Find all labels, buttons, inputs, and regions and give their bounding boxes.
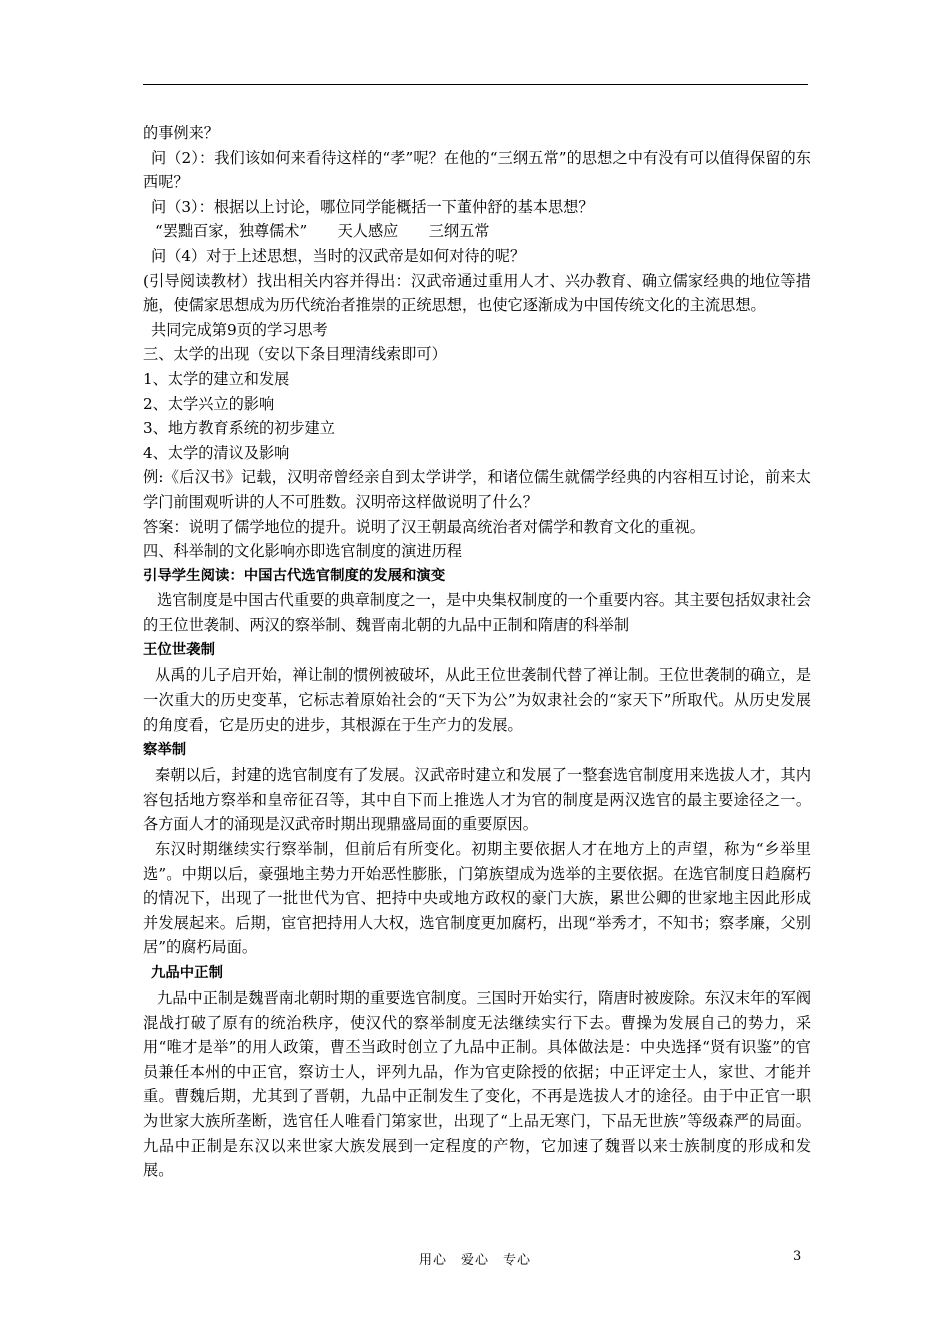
list-item: 4、太学的清议及影响 — [143, 443, 290, 462]
question-2: 问（2）：我们该如何来看待这样的“孝”呢？在他的“三纲五常”的思想之中有没有可以值得保留的东西呢？ — [143, 148, 811, 192]
header-rule — [143, 84, 808, 85]
paragraph: (引导阅读教材）找出相关内容并得出：汉武帝通过重用人才、兴办教育、确立儒家经典的地位等措施，使儒家思想成为历代统治者推崇的正统思想，也使它逐渐成为中国传统文化的主流思想。 — [143, 271, 811, 315]
section-heading: 三、太学的出现（安以下条目理清线索即可） — [143, 345, 447, 364]
answer-paragraph: 答案：说明了儒学地位的提升。说明了汉王朝最高统治者对儒学和教育文化的重视。 — [143, 517, 705, 536]
key-ideas: “罢黜百家，独尊儒术” 天人感应 三纲五常 — [155, 222, 490, 241]
footer-motto: 用心 爱心 专心 — [418, 1253, 531, 1268]
reading-title: 引导学生阅读：中国古代选官制度的发展和演变 — [143, 567, 446, 584]
page-number: 3 — [793, 1249, 802, 1264]
subheading: 察举制 — [143, 742, 187, 759]
question-4: 问（4）对于上述思想，当时的汉武帝是如何对待的呢？ — [151, 246, 526, 265]
section-heading: 四、科举制的文化影响亦即选官制度的演进历程 — [143, 542, 462, 561]
subheading: 王位世袭制 — [143, 642, 215, 659]
paragraph: 的事例来？ — [143, 124, 219, 142]
paragraph: 选官制度是中国古代重要的典章制度之一，是中央集权制度的一个重要内容。其主要包括奴隶社会的王位世袭制、两汉的察举制、魏晋南北朝的九品中正制和隋唐的科举制 — [143, 591, 811, 634]
paragraph: 共同完成第9页的学习思考 — [151, 320, 328, 339]
question-3: 问（3）：根据以上讨论，哪位同学能概括一下董仲舒的基本思想？ — [151, 197, 594, 216]
example-paragraph: 例:《后汉书》记载，汉明帝曾经亲自到太学讲学，和诸位儒生就儒学经典的内容相互讨论，前来太学门前围观听讲的人不可胜数。汉明帝这样做说明了什么？ — [143, 468, 811, 511]
list-item: 2、太学兴立的影响 — [143, 394, 275, 413]
page-body — [143, 121, 811, 1183]
paragraph: 从禹的儿子启开始，禅让制的惯例被破坏，从此王位世袭制代替了禅让制。王位世袭制的确立，是一次重大的历史变革，它标志着原始社会的“天下为公”为奴隶社会的“家天下”所取代。从历史发展的角度看，它是历史的进步，其根源在于生产力的发展。 — [143, 666, 811, 734]
paragraph: 九品中正制是魏晋南北朝时期的重要选官制度。三国时开始实行，隋唐时被废除。东汉末年的军阀混战打破了原有的统治秩序，使汉代的察举制度无法继续实行下去。曹操为发展自己的势力，采用“唯才是举”的用人政策，曹丕当政时创立了九品中正制。具体做法是：中央选择“贤有识鉴”的官员兼任本州的中正官，察访士人，评列九品，作为官吏除授的依据；中正评定士人，家世、才能并重。曹魏后期，尤其到了晋朝，九品中正制发生了变化，不再是选拔人才的途径。由于中正官一职为世家大族所垄断，选官任人唯看门第家世，出现了“上品无寒门，下品无世族”等级森严的局面。九品中正制是东汉以来世家大族发展到一定程度的产物，它加速了魏晋以来士族制度的形成和发展。 — [143, 989, 811, 1180]
list-item: 3、地方教育系统的初步建立 — [143, 419, 335, 438]
paragraph: 秦朝以后，封建的选官制度有了发展。汉武帝时建立和发展了一整套选官制度用来选拔人才，其内容包括地方察举和皇帝征召等，其中自下而上推选人才为官的制度是两汉选官的最主要途径之一。各方面人才的涌现是汉武帝时期出现鼎盛局面的重要原因。 — [143, 766, 811, 834]
subheading: 九品中正制 — [151, 965, 223, 981]
list-item: 1、太学的建立和发展 — [143, 369, 290, 388]
paragraph: 东汉时期继续实行察举制，但前后有所变化。初期主要依据人才在地方上的声望，称为“乡举里选”。中期以后，豪强地主势力开始恶性膨胀，门第族望成为选举的主要依据。在选官制度日趋腐朽的情况下，出现了一批世代为官、把持中央或地方政权的豪门大族，累世公卿的世家地主因此形成并发展起来。后期，宦官把持用人大权，选官制度更加腐朽，出现“举秀才，不知书；察孝廉，父别居”的腐朽局面。 — [143, 840, 811, 957]
